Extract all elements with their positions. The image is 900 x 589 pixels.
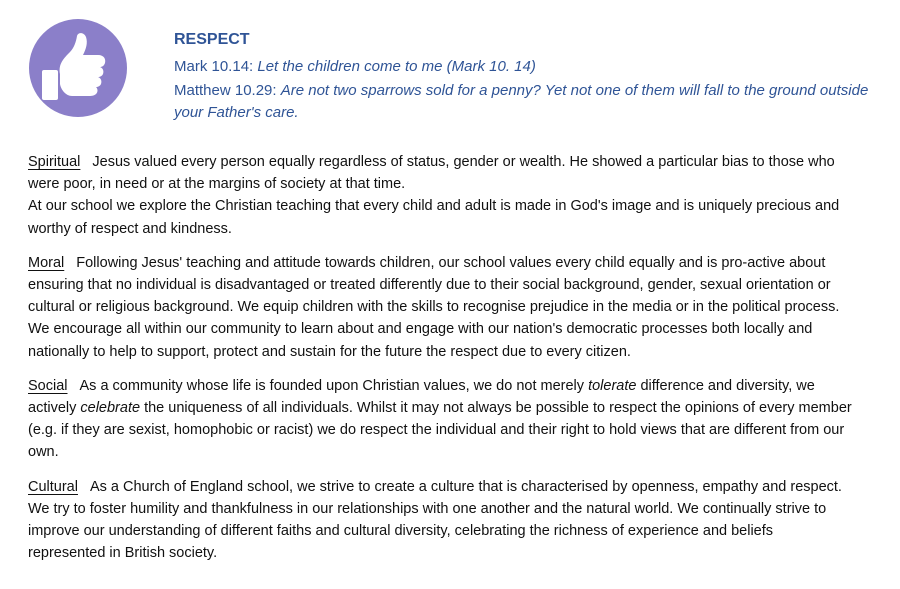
respect-logo	[28, 18, 128, 118]
verse-mark-reference: Mark 10.14:	[174, 58, 258, 75]
thumbs-up-icon	[28, 18, 128, 118]
document-body	[28, 151, 853, 564]
verse-matthew-quote: Are not two sparrows sold for a penny? Yet not one of them will fall to the ground outside your Father's care.	[174, 82, 869, 121]
spiritual-text: Jesus valued every person equally regardless of status, gender or wealth. He showed a particular bias to those who were poor, in need or at the margins of society at that time.	[28, 154, 835, 193]
verse-matthew-reference: Matthew 10.29:	[174, 82, 281, 99]
social-heading: Social	[28, 377, 68, 394]
social-emphasis-tolerate: tolerate	[588, 377, 637, 394]
verse-mark	[174, 56, 874, 78]
header	[174, 30, 874, 126]
cultural-section	[28, 476, 853, 565]
social-emphasis-celebrate: celebrate	[80, 400, 141, 417]
moral-heading: Moral	[28, 254, 65, 271]
cultural-text: As a Church of England school, we strive to create a culture that is characterised by openness, empathy and respect. We try to foster humility and thankfulness in our relationships with one another and the natural world. We continually strive to improve our understanding of different faiths and cultural diversity, celebrating the richness of experience and beliefs represented in British society.	[28, 478, 842, 562]
social-section	[28, 375, 853, 464]
moral-text: Following Jesus' teaching and attitude towards children, our school values every child equally and is pro-active about ensuring that no individual is disadvantaged or treated differently due to their social background, gender, sexual orientation or cultural or religious background. We equip children with the skills to recognise prejudice in the media or in the political process. We encourage all within our community to learn about and engage with our nation's democratic processes both locally and nationally to help to support, protect and sustain for the future the respect due to every citizen.	[28, 254, 840, 360]
spiritual-section	[28, 151, 853, 240]
page-title: RESPECT	[174, 31, 250, 48]
spiritual-text-2: At our school we explore the Christian teaching that every child and adult is made in God's image and is uniquely precious and worthy of respect and kindness.	[28, 198, 840, 237]
moral-section	[28, 252, 853, 363]
spiritual-heading: Spiritual	[28, 154, 81, 170]
social-text-b: difference and diversity, we actively	[28, 377, 815, 417]
cultural-heading: Cultural	[28, 478, 78, 495]
social-text-a: As a community whose life is founded upon Christian values, we do not merely	[79, 377, 589, 394]
verse-matthew	[174, 80, 874, 124]
social-text-c: the uniqueness of all individuals. Whilst it may not always be possible to respect the opinions of every member (e.g. if they are sexist, homophobic or racist) we do respect the individual and their right to hold views that are different from our own.	[28, 400, 852, 461]
verse-mark-quote: Let the children come to me (Mark 10. 14)	[257, 58, 536, 75]
